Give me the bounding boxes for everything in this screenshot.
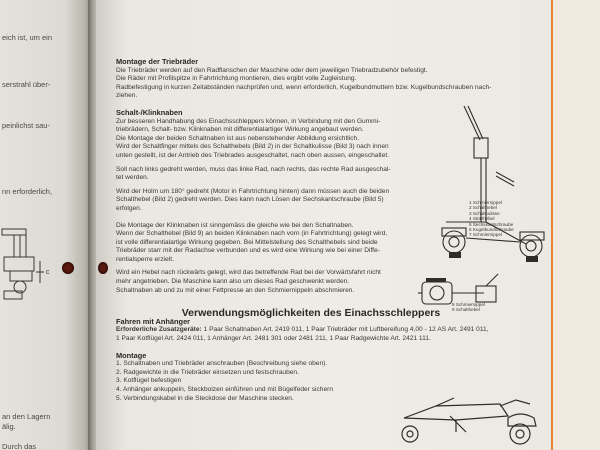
zubehor-line: 1 Paar Schaltnaben Art. 2419 011, 1 Paar Triebräder mit Luftbereifung 4,00 - 12 AS Art. 2491 011, [201,326,489,334]
legend-item: 5 Sechskantschraube [469,221,514,227]
text-line: rentialsperre erzielt. [116,255,174,263]
text-line: triebrädern, Schalt- bzw. Klinknaben mit differentialartiger Wirkung angebaut werden. [116,126,364,134]
legend-top [469,200,514,238]
text-line: ist volle differentialartige Wirkung gegeben. Bei Mittelstellung des Schalthebels sind beide [116,238,378,246]
legend-bottom [452,302,485,313]
left-fragment: serstrahl über- [2,80,51,89]
text-line: Die Montage der Klinknaben ist sinngemäss die gleiche wie bei den Schaltnaben. [116,221,354,229]
zubehor-label: Erforderliche Zusatzgeräte: [116,326,202,334]
heading-triebrader: Montage der Triebräder [116,57,199,66]
binder-hole [62,262,74,274]
heading-verwendung: Verwendungsmöglichkeiten des Einachsschleppers [181,307,441,320]
shift-hub-figure [436,102,546,272]
montage-step: 2. Radgewichte in die Triebräder einsetzen und festschrauben. [116,368,299,376]
text-line: tet werden. [116,174,149,182]
text-line: Wird der Schaltfinger mittels des Schalthebels (Bild 2) in der Schaltkulisse (Bild 3) nach innen [116,143,389,151]
text-line: Soll nach links gedreht werden, muss das linke Rad, nach rechts, das rechte Rad ausgeschal- [116,165,391,173]
legend-item: 4 Stützhebel [469,216,495,222]
text-line: Die Räder mit Profilspitze in Fahrtrichtung montieren, dies ergibt volle Zugleistung. [116,75,357,83]
left-fragment: peinlichst sau- [2,121,50,130]
text-line: Die Montage der beiden Schaltnaben ist aus nebenstehender Abbildung ersichtlich. [116,134,360,142]
left-fragment: eich ist, um ein [2,33,53,42]
left-fragment: Durch das [2,442,37,450]
page-margin [553,0,600,450]
text-line [116,326,541,335]
legend-item: 7 Schmiernippel [469,232,502,238]
text-line: Wenn der Schalthebel (Bild 9) an beiden Klinknaben nach vorn (in Fahrtrichtung) gelegt wird, [116,230,388,238]
legend-item: 1 Schmiernippel [469,200,502,205]
left-fragment: an den Lagern [2,412,51,421]
text-line: Die Triebräder werden auf den Radflanschen der Maschine oder dem jeweiligen Triebradzubehör befestigt. [116,66,428,74]
text-line: Wird ein Hebel nach rückwärts gelegt, wird das betreffende Rad bei der Vorwärtsfahrt nicht [116,269,381,277]
text-line: unten gestellt, ist der Antrieb des Triebrades ausgeschaltet, nach oben aussen, eingeschaltet. [116,151,390,159]
legend-item: 9 Schalthebel [452,307,480,313]
left-page [0,0,92,450]
heading-anhaenger: Fahren mit Anhänger [116,316,191,326]
svg-text:c: c [46,269,50,276]
text-line: ziehen. [116,92,138,100]
montage-step: 1. Schaltnaben und Triebräder anschrauben (Beschreibung siehe oben). [116,360,328,368]
text-line: 1 Paar Kotflügel Art. 2424 011, 1 Anhänger Art. 2481 301 oder 2481 211, 1 Paar Radgewichte Art. 2421 111. [116,335,431,343]
right-page [96,0,600,450]
legend-item: 3 Schaltkulisse [469,210,500,216]
heading-klinknaben: Schalt-/Klinknaben [116,107,183,117]
montage-step: 4. Anhänger ankuppeln, Steckbolzen einführen und mit Bügelfeder sichern [116,386,334,393]
text-line: Schalthebel (Bild 2) gedreht werden. Dies kann nach Lösen der Sechskantschraube (Bild 5) [116,196,384,204]
montage-step: 5. Verbindungskabel in die Steckdose der Maschine stecken. [116,394,294,402]
text-line: Zur besseren Handhabung des Einachsschleppers können, in Verbindung mit den Gummi- [116,117,381,125]
text-line: Wird der Holm um 180° gedreht (Motor in Fahrtrichtung hinten) dann müssen auch die beiden [116,187,390,195]
text-line: mehr angetrieben. Die Maschine kann also um dieses Rad geschwenkt werden. [116,278,350,286]
tractor-trailer-figure [396,396,546,450]
legend-item: 6 Kugelbundschraube [469,227,514,233]
text-line: erfolgen. [116,204,142,212]
left-fragment: nn erforderlich, [2,187,53,196]
binder-hole [98,262,108,274]
left-machine-drawing [0,225,70,305]
legend-item: 8 Schmiernippel [452,302,485,307]
text-line: Schaltnaben ab und zu mit einer Fettpresse an den Schmiernippeln abschmieren. [116,286,355,294]
text-line: Radbefestigung in kurzen Zeitabständen nachprüfen und, wenn erforderlich, Kugelbundmuttern bzw. Kugelbundschrauben nach- [116,83,492,91]
text-line: Triebräder starr mit der Radachse verbunden und es wird eine Wirkung wie bei einer Diffe- [116,247,380,255]
legend-item: 2 Schalthebel [469,205,497,211]
heading-montage: Montage [116,350,147,360]
montage-step: 3. Kotflügel befestigen [116,377,182,385]
left-fragment: älig. [2,422,16,431]
